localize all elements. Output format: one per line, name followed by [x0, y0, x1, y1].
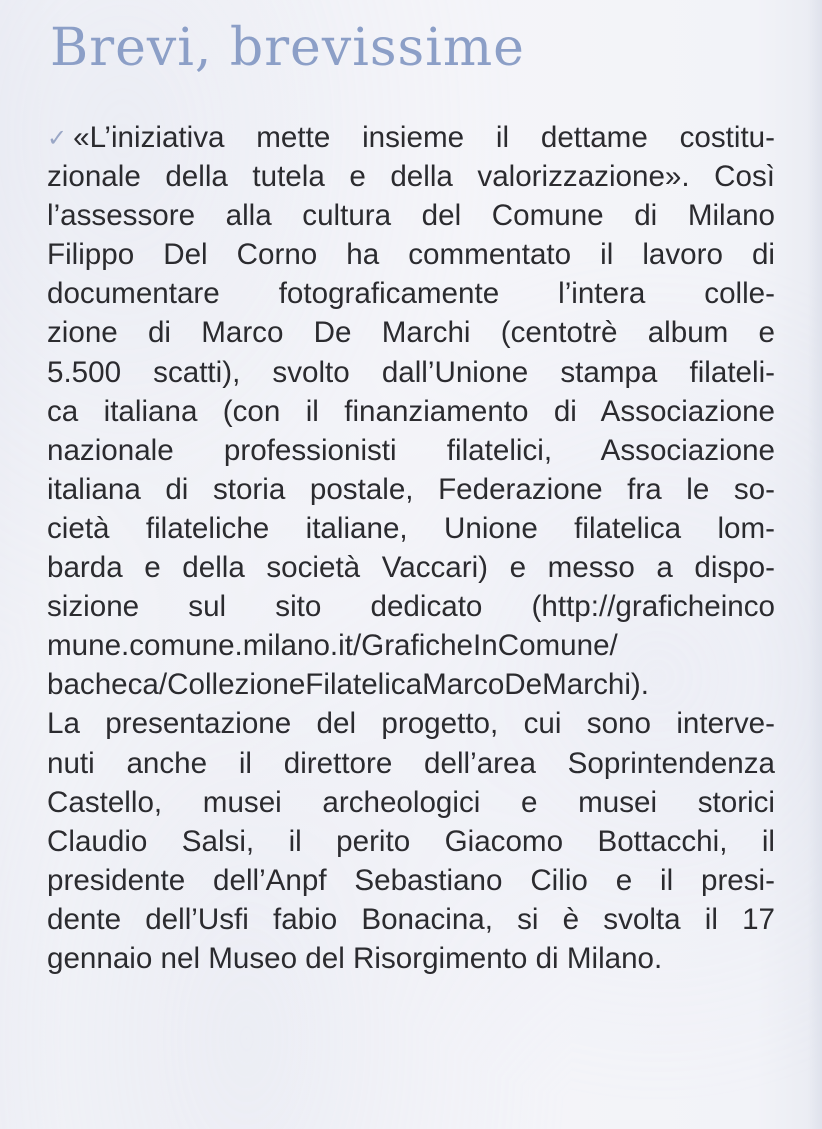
article-line: cietà filateliche italiane, Unione filatelica lom- [47, 511, 775, 545]
page-edge-shadow [808, 0, 822, 1129]
article-line: Claudio Salsi, il perito Giacomo Bottacchi, il [47, 824, 775, 858]
article-line: gennaio nel Museo del Risorgimento di Milano. [47, 941, 663, 975]
article-line: italiana di storia postale, Federazione fra le so- [47, 472, 775, 506]
article-line: bacheca/CollezioneFilatelicaMarcoDeMarchi). [47, 668, 649, 702]
article-line: nuti anche il direttore dell’area Soprintendenza [47, 746, 775, 780]
article-line: documentare fotograficamente l’intera colle- [47, 277, 775, 311]
article-line: zione di Marco De Marchi (centotrè album e [47, 316, 775, 350]
article-line: La presentazione del progetto, cui sono interve- [47, 707, 775, 741]
article-line: ca italiana (con il finanziamento di Associazione [47, 394, 775, 428]
article-line: l’assessore alla cultura del Comune di Milano [47, 199, 775, 233]
article-body [47, 118, 775, 978]
headline: Brevi, brevissime [50, 18, 525, 78]
check-icon: ✓ [47, 124, 68, 152]
article-line: 5.500 scatti), svolto dall’Unione stampa filateli- [47, 355, 775, 389]
article-line: zionale della tutela e della valorizzazione». Così [47, 160, 775, 194]
article-line: mune.comune.milano.it/GraficheInComune/ [47, 629, 618, 663]
article-line: nazionale professionisti filatelici, Associazione [47, 433, 775, 467]
article-line: ✓ «L’iniziativa mette insieme il dettame costitu- [47, 118, 775, 157]
article-line: presidente dell’Anpf Sebastiano Cilio e il presi- [47, 863, 775, 897]
article-line: dente dell’Usfi fabio Bonacina, si è svolta il 17 [47, 902, 775, 936]
article-line: barda e della società Vaccari) e messo a dispo- [47, 551, 775, 585]
article-line: Castello, musei archeologici e musei storici [47, 785, 775, 819]
article-line: Filippo Del Corno ha commentato il lavoro di [47, 238, 775, 272]
article-line: sizione sul sito dedicato (http://graficheinco [47, 590, 775, 624]
